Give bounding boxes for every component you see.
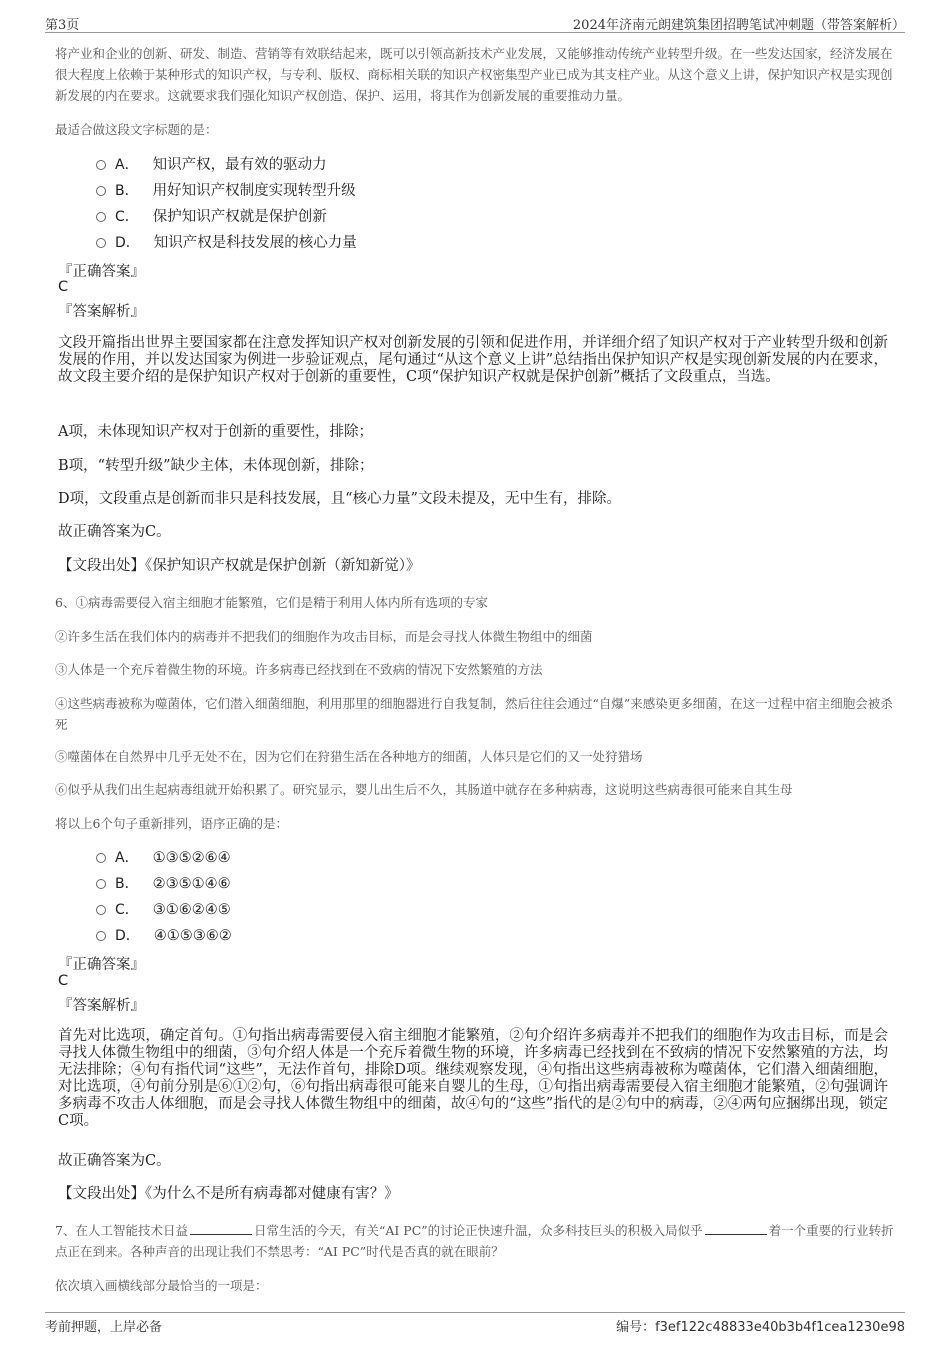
radio-icon[interactable] <box>96 160 106 170</box>
radio-icon[interactable] <box>96 186 106 196</box>
footer-slogan: 考前押题，上岸必备 <box>45 1320 163 1335</box>
q5-answer: C <box>58 279 69 295</box>
radio-icon[interactable] <box>96 879 106 889</box>
q6-prompt: 将以上6个句子重新排列，语序正确的是： <box>55 816 288 831</box>
q5-analysis-main: 文段开篇指出世界主要国家都在注意发挥知识产权对创新发展的引领和促进作用，并详细介绍了知识产权对于产业转型升级和创新发展的作用，并以发达国家为例进一步验证观点，尾句通过“从这个意义上讲”总结指出保护知识产权是实现创新发展的内在要求，故文段主要介绍的是保护知识产权对于创新的重要性，C项“保护知识产权就是保护创新”概括了文段重点，当选。 <box>58 335 888 385</box>
page-header <box>45 12 905 33</box>
q7-prompt: 依次填入画横线部分最恰当的一项是： <box>55 1278 268 1293</box>
q5-conclusion: 故正确答案为C。 <box>58 524 171 540</box>
q6-analysis-main: 首先对比选项，确定首句。①句指出病毒需要侵入宿主细胞才能繁殖，②句介绍许多病毒并不把我们的细胞作为攻击目标，而是会寻找人体微生物组中的细菌，③句介绍人体是一个充斥着微生物的环境，许多病毒已经找到在不致病的情况下安然繁殖的方法，均无法排除；④句有指代词“这些”，无法作首句，排除D项。继续观察发现，④句指出这些病毒被称为噬菌体，它们潜入细菌细胞，对比选项，④句前分别是⑥①②句，⑥句指出病毒很可能来自婴儿的生母，①句指出病毒需要侵入宿主细胞才能繁殖，②句强调许多病毒不攻击人体细胞，而是会寻找人体微生物组中的细菌，故④句的“这些”指代的是②句中的病毒，②④两句应捆绑出现，锁定C项。 <box>58 1028 888 1129</box>
q6-answer-label: 『正确答案』 <box>58 957 145 973</box>
radio-icon[interactable] <box>96 212 106 222</box>
q5-passage: 将产业和企业的创新、研发、制造、营销等有效联结起来，既可以引领高新技术产业发展，又能够推动传统产业转型升级。在一些发达国家，经济发展在很大程度上依赖于某种形式的知识产权，与专利、版权、商标相关联的知识产权密集型产业已成为其支柱产业。从这个意义上讲，保护知识产权是实现创新发展的内在要求。这就要求我们强化知识产权创造、保护、运用，将其作为创新发展的重要推动力量。 <box>55 46 893 103</box>
q6-conclusion: 故正确答案为C。 <box>58 1153 171 1169</box>
q6-option-d[interactable]: D． ④①⑤③⑥② <box>96 925 232 947</box>
q5-option-c[interactable]: C． 保护知识产权就是保护创新 <box>96 205 327 227</box>
q6-source: 【文段出处】《为什么不是所有病毒都对健康有害？》 <box>58 1186 399 1202</box>
q6-sentence-1: 6、①病毒需要侵入宿主细胞才能繁殖，它们是精于利用人体内所有选项的专家 <box>55 595 488 610</box>
page-footer <box>45 1312 905 1337</box>
blank-2[interactable] <box>705 1222 767 1235</box>
document-code: 编号：f3ef122c48833e40b3b4f1cea1230e98 <box>616 1320 905 1335</box>
q5-analysis-a: A项，未体现知识产权对于创新的重要性，排除； <box>58 424 373 440</box>
page-number: 第3页 <box>45 18 80 33</box>
q6-sentence-3: ③人体是一个充斥着微生物的环境。许多病毒已经找到在不致病的情况下安然繁殖的方法 <box>55 662 543 677</box>
radio-icon[interactable] <box>96 931 106 941</box>
q6-sentence-6: ⑥似乎从我们出生起病毒组就开始积累了。研究显示，婴儿出生后不久，其肠道中就存在多种病毒，这说明这些病毒很可能来自其生母 <box>55 782 793 797</box>
q5-analysis-label: 『答案解析』 <box>58 304 145 320</box>
blank-1[interactable] <box>190 1222 252 1235</box>
q5-prompt: 最适合做这段文字标题的是： <box>55 122 218 137</box>
q5-analysis-b: B项，“转型升级”缺少主体，未体现创新，排除； <box>58 458 374 474</box>
q5-option-d[interactable]: D． 知识产权是科技发展的核心力量 <box>96 231 357 253</box>
q6-answer: C <box>58 973 69 989</box>
q7-stem: 7、在人工智能技术日益 日常生活的今天，有关“AI PC”的讨论正快速升温，众多科技巨头的积极入局似乎 着一个重要的行业转折点正在到来。各种声音的出现让我们不禁思考：“AI PC”时代是否真的就在眼前？ <box>55 1223 894 1259</box>
q5-source: 【文段出处】《保护知识产权就是保护创新（新知新觉）》 <box>58 558 421 574</box>
q6-sentence-5: ⑤噬菌体在自然界中几乎无处不在，因为它们在狩猎生活在各种地方的细菌，人体只是它们的又一处狩猎场 <box>55 749 643 764</box>
radio-icon[interactable] <box>96 238 106 248</box>
q5-analysis-d: D项，文段重点是创新而非只是科技发展，且“核心力量”文段未提及，无中生有，排除。 <box>58 491 621 507</box>
q6-option-c[interactable]: C． ③①⑥②④⑤ <box>96 899 231 921</box>
radio-icon[interactable] <box>96 853 106 863</box>
q6-analysis-label: 『答案解析』 <box>58 998 145 1014</box>
document-title: 2024年济南元朗建筑集团招聘笔试冲刺题（带答案解析） <box>572 18 905 33</box>
q5-option-a[interactable]: A． 知识产权，最有效的驱动力 <box>96 153 327 175</box>
radio-icon[interactable] <box>96 905 106 915</box>
q5-answer-label: 『正确答案』 <box>58 264 145 280</box>
q6-sentence-2: ②许多生活在我们体内的病毒并不把我们的细胞作为攻击目标，而是会寻找人体微生物组中的细菌 <box>55 629 593 644</box>
q6-option-a[interactable]: A． ①③⑤②⑥④ <box>96 847 231 869</box>
q6-sentence-4: ④这些病毒被称为噬菌体，它们潜入细菌细胞，利用那里的细胞器进行自我复制，然后往往会通过“自爆”来感染更多细菌，在这一过程中宿主细胞会被杀死 <box>55 696 893 732</box>
q6-option-b[interactable]: B． ②③⑤①④⑥ <box>96 873 231 895</box>
q5-option-b[interactable]: B． 用好知识产权制度实现转型升级 <box>96 179 356 201</box>
